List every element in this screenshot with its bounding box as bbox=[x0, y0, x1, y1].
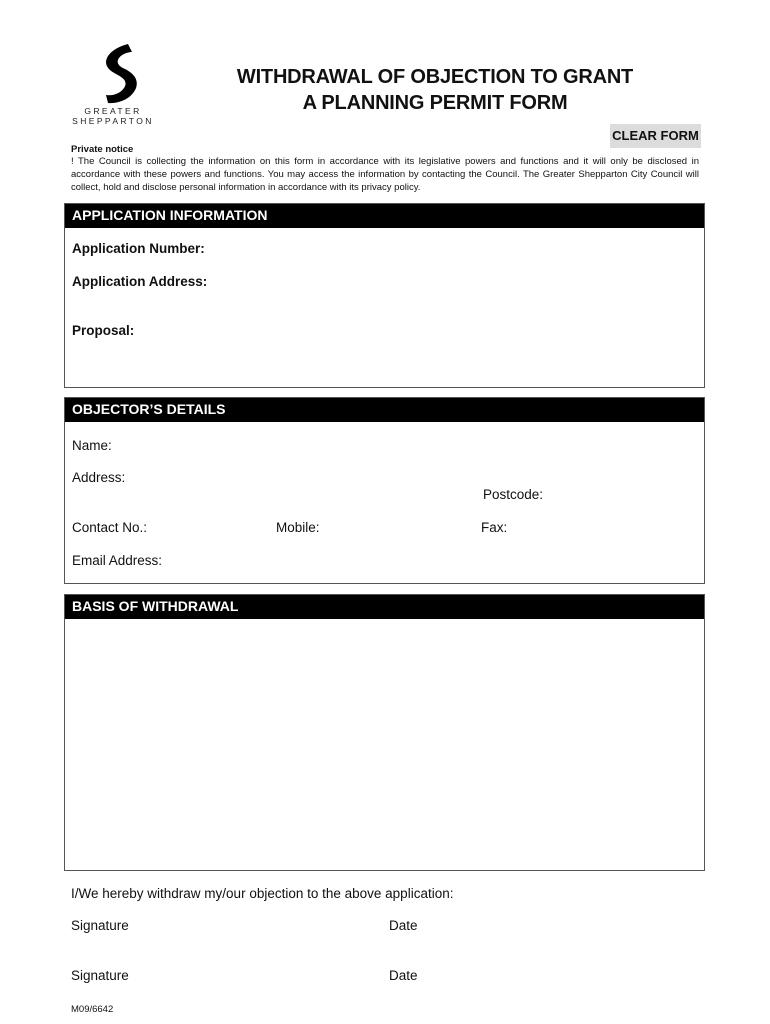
privacy-notice-heading: Private notice bbox=[71, 144, 134, 155]
application-address-label: Application Address: bbox=[72, 274, 208, 289]
signature-field-2[interactable] bbox=[140, 962, 375, 986]
date-label-1: Date bbox=[389, 918, 418, 933]
basis-of-withdrawal-section bbox=[64, 594, 705, 871]
logo-line-greater: GREATER bbox=[84, 106, 142, 116]
date-label-2: Date bbox=[389, 968, 418, 983]
proposal-field[interactable] bbox=[145, 316, 695, 382]
page-title bbox=[190, 64, 680, 116]
greater-shepparton-logo bbox=[68, 40, 158, 126]
application-information-section bbox=[64, 203, 705, 388]
privacy-notice-text: ! The Council is collecting the information on this form in accordance with its legislative powers and functions and it will only be disclosed in accordance with these powers and functions. You may access the information by contacting the Council. The Greater Shepparton City Council will collect, hold and disclose personal information in accordance with its privacy policy. bbox=[71, 156, 699, 193]
clear-form-button[interactable]: CLEAR FORM bbox=[610, 124, 701, 148]
objectors-details-section bbox=[64, 397, 705, 584]
mobile-field[interactable] bbox=[327, 515, 467, 537]
contact-number-label: Contact No.: bbox=[72, 520, 148, 535]
withdrawal-statement: I/We hereby withdraw my/our objection to the above application: bbox=[71, 886, 454, 901]
mobile-label: Mobile: bbox=[276, 520, 320, 535]
postcode-label: Postcode: bbox=[483, 487, 544, 502]
s-logo-icon bbox=[68, 40, 158, 106]
logo-line-shepparton: SHEPPARTON bbox=[72, 116, 154, 126]
date-field-2[interactable] bbox=[425, 962, 695, 986]
postcode-field[interactable] bbox=[550, 482, 695, 504]
objectors-details-heading: OBJECTOR’S DETAILS bbox=[65, 398, 704, 422]
email-address-label: Email Address: bbox=[72, 553, 163, 568]
application-number-field[interactable] bbox=[215, 236, 695, 260]
address-field[interactable] bbox=[135, 465, 475, 505]
application-information-heading: APPLICATION INFORMATION bbox=[65, 204, 704, 228]
email-address-field[interactable] bbox=[175, 548, 695, 570]
form-code: M09/6642 bbox=[71, 1004, 114, 1015]
proposal-label: Proposal: bbox=[72, 323, 135, 338]
contact-number-field[interactable] bbox=[155, 515, 265, 537]
name-field[interactable] bbox=[120, 433, 695, 455]
signature-label-2: Signature bbox=[71, 968, 129, 983]
basis-of-withdrawal-heading: BASIS OF WITHDRAWAL bbox=[65, 595, 704, 619]
title-line-2: A PLANNING PERMIT FORM bbox=[302, 92, 568, 114]
fax-field[interactable] bbox=[515, 515, 695, 537]
application-number-label: Application Number: bbox=[72, 241, 205, 256]
basis-of-withdrawal-field[interactable] bbox=[71, 625, 697, 863]
signature-field-1[interactable] bbox=[140, 912, 375, 936]
application-address-field[interactable] bbox=[215, 268, 695, 308]
date-field-1[interactable] bbox=[425, 912, 695, 936]
fax-label: Fax: bbox=[481, 520, 508, 535]
title-line-1: WITHDRAWAL OF OBJECTION TO GRANT bbox=[236, 66, 634, 88]
name-label: Name: bbox=[72, 438, 112, 453]
address-label: Address: bbox=[72, 470, 126, 485]
signature-label-1: Signature bbox=[71, 918, 129, 933]
